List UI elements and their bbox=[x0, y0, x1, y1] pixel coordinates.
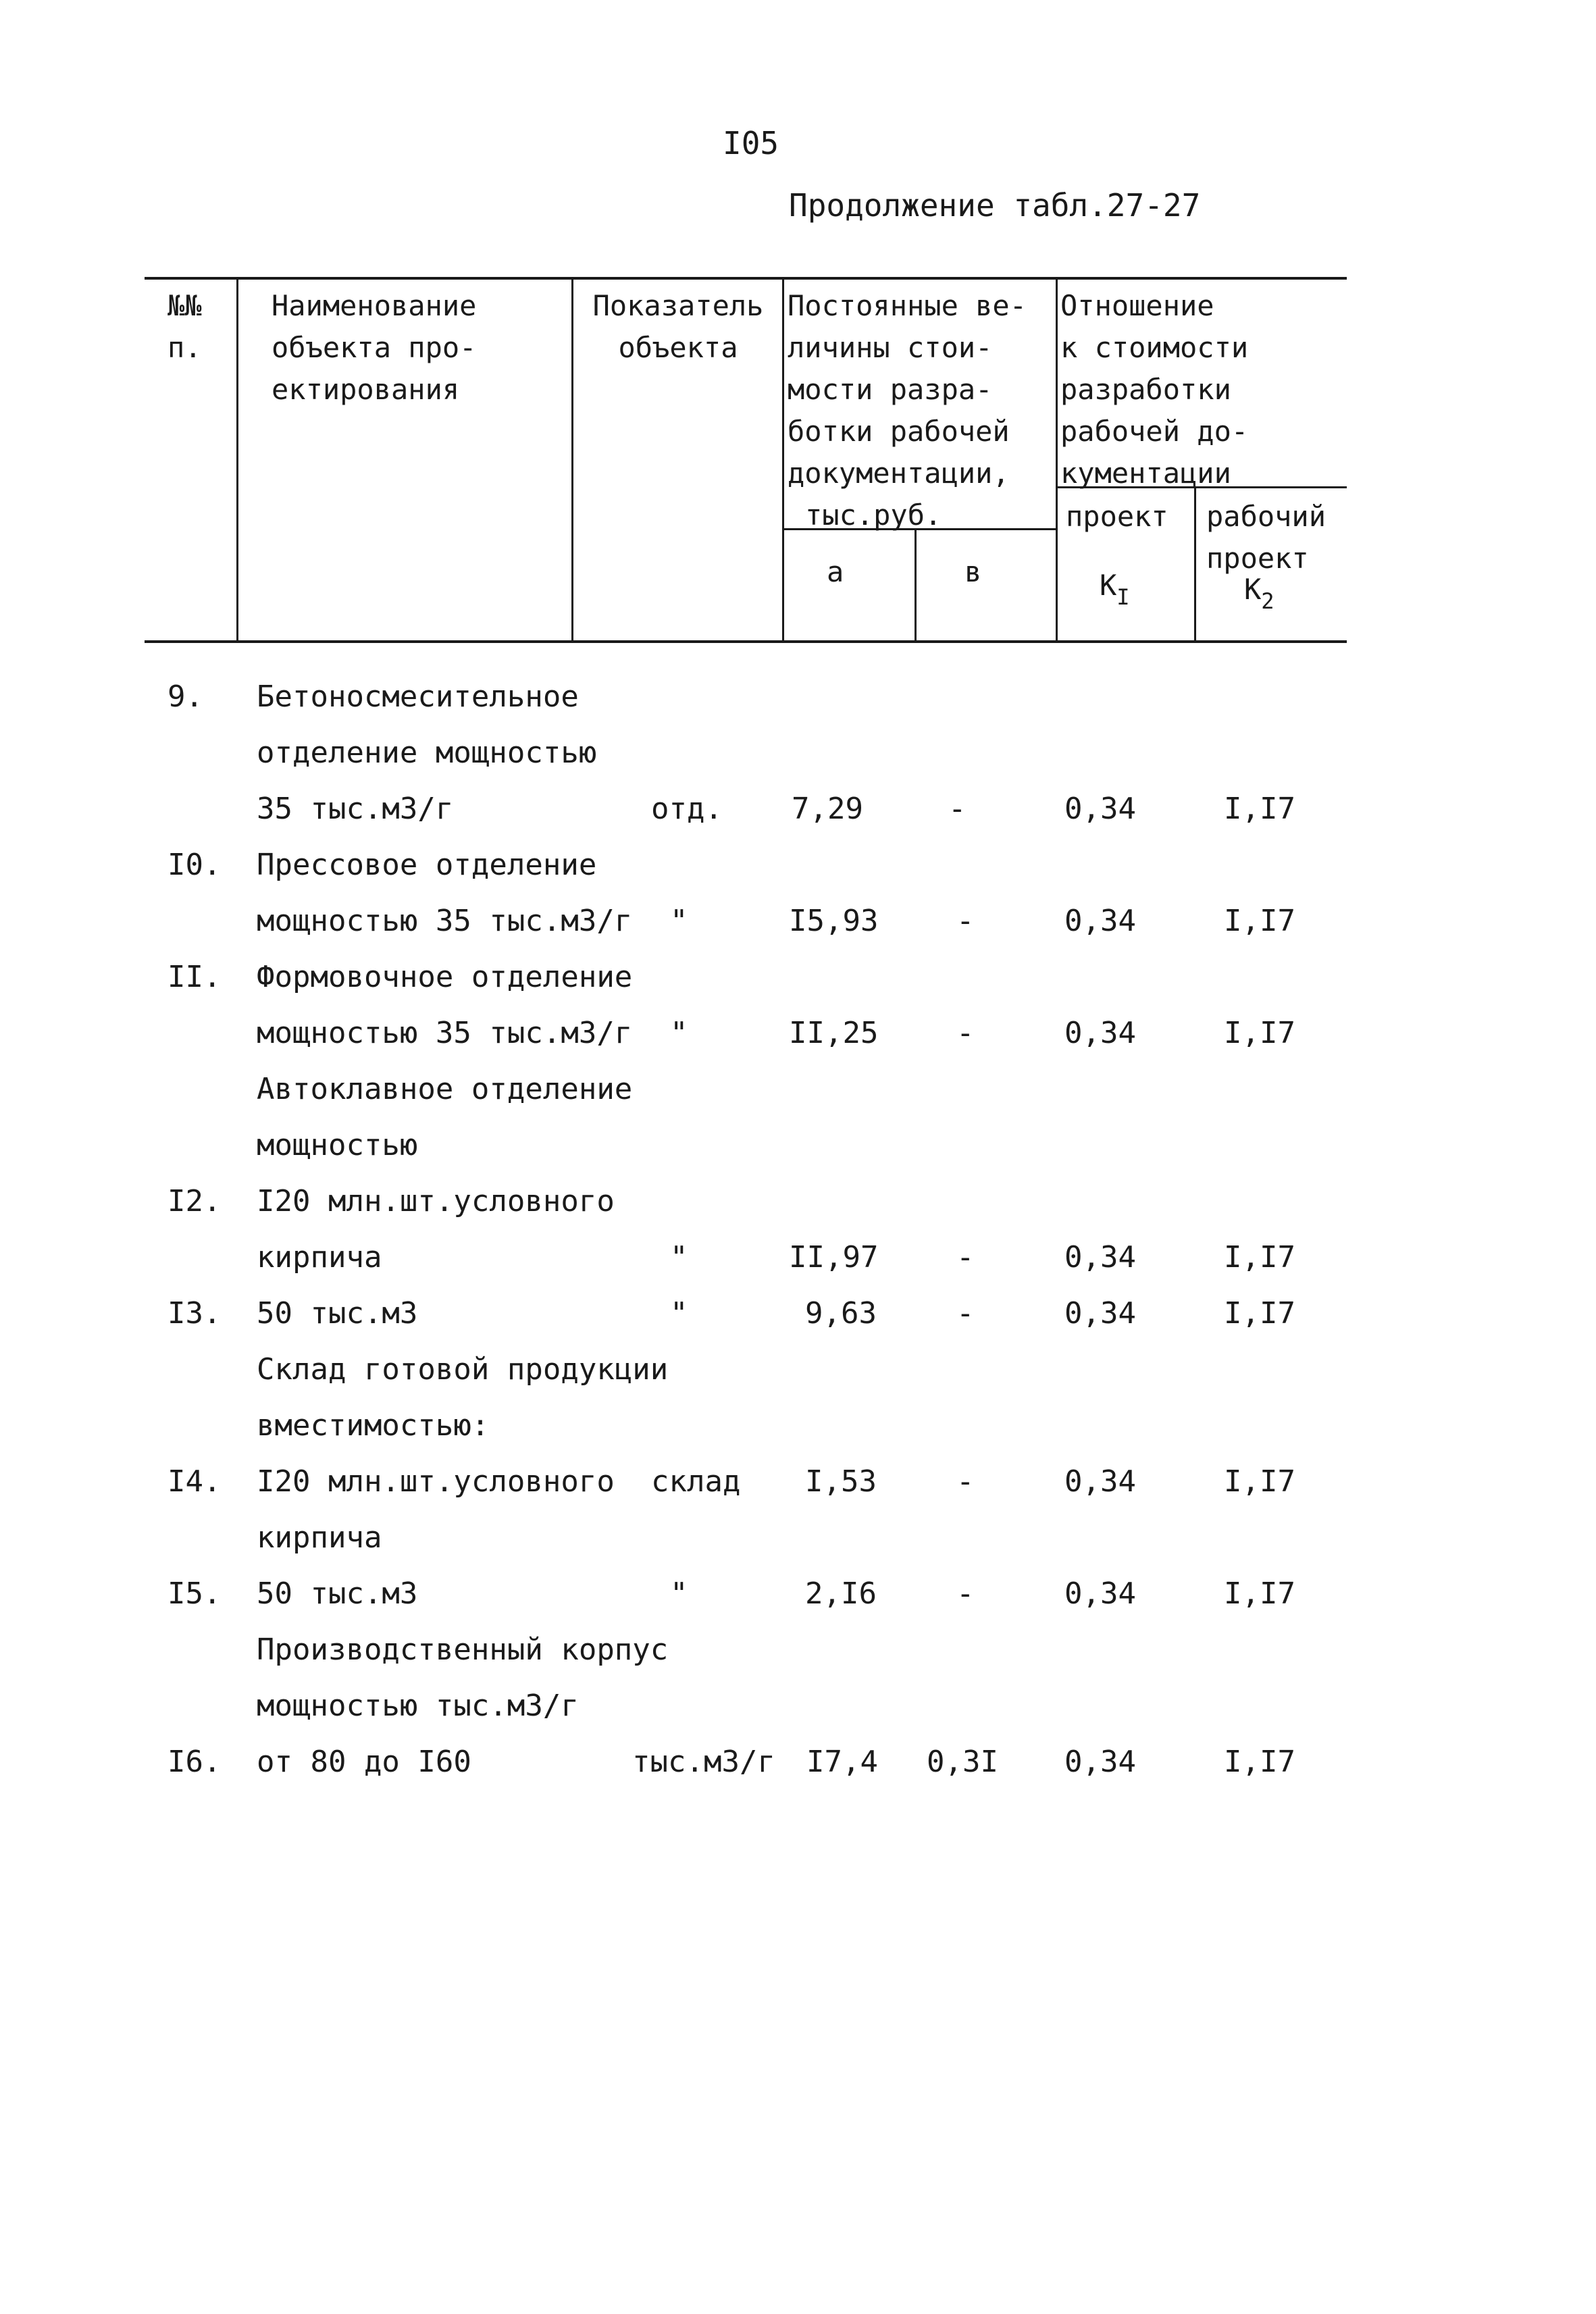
row-num: I5. bbox=[168, 1576, 222, 1611]
row-k2: I,I7 bbox=[1224, 792, 1295, 826]
row-name: мощностью 35 тыс.м3/г bbox=[257, 1016, 633, 1050]
row-name: I20 млн.шт.условного bbox=[257, 1464, 615, 1499]
row-k2: I,I7 bbox=[1224, 1745, 1295, 1779]
col-rule-2 bbox=[571, 277, 573, 642]
col-rule-5 bbox=[1056, 277, 1058, 642]
header-top-rule bbox=[145, 277, 1347, 280]
header-bottom-rule bbox=[145, 640, 1347, 643]
row-name: отделение мощностью bbox=[257, 736, 597, 770]
row-k1: 0,34 bbox=[1064, 792, 1136, 826]
header-constants: Постоянные ве- личины стои- мости разра- ботки рабочей документации, тыс.руб. bbox=[788, 289, 1027, 532]
row-k2: I,I7 bbox=[1224, 1464, 1295, 1499]
row-name: Склад готовой продукции bbox=[257, 1352, 669, 1387]
row-indicator: тыс.м3/г bbox=[632, 1745, 775, 1779]
row-value-a: 2,I6 bbox=[805, 1576, 877, 1611]
row-indicator: " bbox=[670, 1576, 688, 1611]
row-k1: 0,34 bbox=[1064, 1240, 1136, 1275]
page-number: I05 bbox=[723, 125, 779, 161]
row-value-a: 9,63 bbox=[805, 1296, 877, 1331]
row-value-b: - bbox=[956, 1240, 975, 1275]
row-indicator: склад bbox=[651, 1464, 741, 1499]
row-indicator: " bbox=[670, 1016, 688, 1050]
row-name: 50 тыс.м3 bbox=[257, 1296, 418, 1331]
header-k2: $К_2$ bbox=[1244, 573, 1275, 614]
row-name: кирпича bbox=[257, 1240, 382, 1275]
row-name: 50 тыс.м3 bbox=[257, 1576, 418, 1611]
row-value-a: 7,29 bbox=[792, 792, 863, 826]
row-name: I20 млн.шт.условного bbox=[257, 1184, 615, 1218]
row-num: I6. bbox=[168, 1745, 222, 1779]
row-k1: 0,34 bbox=[1064, 904, 1136, 938]
header-num: №№ п. bbox=[168, 289, 202, 364]
row-name: вместимостью: bbox=[257, 1408, 490, 1443]
row-k2: I,I7 bbox=[1224, 1576, 1295, 1611]
header-project: проект bbox=[1066, 500, 1168, 533]
row-num: I4. bbox=[168, 1464, 222, 1499]
row-value-b: - bbox=[956, 904, 975, 938]
row-name: кирпича bbox=[257, 1520, 382, 1555]
row-k1: 0,34 bbox=[1064, 1745, 1136, 1779]
row-k2: I,I7 bbox=[1224, 904, 1295, 938]
row-indicator: " bbox=[670, 1296, 688, 1331]
row-name: Производственный корпус bbox=[257, 1632, 669, 1667]
header-col-b: в bbox=[964, 555, 982, 588]
header-col-a: а bbox=[827, 555, 844, 588]
row-indicator: отд. bbox=[651, 792, 723, 826]
col-rule-6 bbox=[1194, 488, 1196, 642]
row-value-b: - bbox=[956, 1016, 975, 1050]
row-name: Автоклавное отделение bbox=[257, 1072, 633, 1106]
row-value-b: - bbox=[956, 1464, 975, 1499]
row-value-a: II,25 bbox=[789, 1016, 879, 1050]
row-value-a: I5,93 bbox=[789, 904, 879, 938]
row-value-b: 0,3I bbox=[927, 1745, 998, 1779]
col-rule-4 bbox=[915, 530, 917, 642]
row-k2: I,I7 bbox=[1224, 1016, 1295, 1050]
row-num: II. bbox=[168, 960, 222, 994]
header-k1: $К_I$ bbox=[1100, 569, 1130, 610]
header-ratio: Отношение к стоимости разработки рабочей до- кументации bbox=[1060, 289, 1249, 490]
row-value-a: I,53 bbox=[805, 1464, 877, 1499]
row-value-b: - bbox=[956, 1576, 975, 1611]
row-name: мощностью 35 тыс.м3/г bbox=[257, 904, 633, 938]
row-k1: 0,34 bbox=[1064, 1576, 1136, 1611]
row-value-a: II,97 bbox=[789, 1240, 879, 1275]
row-num: 9. bbox=[168, 679, 203, 714]
row-name: Формовочное отделение bbox=[257, 960, 633, 994]
row-name: мощностью тыс.м3/г bbox=[257, 1689, 579, 1723]
col-rule-1 bbox=[236, 277, 238, 642]
row-num: I0. bbox=[168, 848, 222, 882]
row-name: Прессовое отделение bbox=[257, 848, 597, 882]
row-num: I2. bbox=[168, 1184, 222, 1218]
row-k2: I,I7 bbox=[1224, 1240, 1295, 1275]
col-rule-3 bbox=[782, 277, 784, 642]
row-num: I3. bbox=[168, 1296, 222, 1331]
row-indicator: " bbox=[670, 1240, 688, 1275]
row-value-b: - bbox=[948, 792, 967, 826]
row-indicator: " bbox=[670, 904, 688, 938]
row-k2: I,I7 bbox=[1224, 1296, 1295, 1331]
header-working-project: рабочий проект bbox=[1206, 500, 1327, 575]
row-k1: 0,34 bbox=[1064, 1016, 1136, 1050]
row-name: Бетоносмесительное bbox=[257, 679, 579, 714]
row-value-b: - bbox=[956, 1296, 975, 1331]
table-caption: Продолжение табл.27-27 bbox=[789, 187, 1201, 224]
row-name: 35 тыс.м3/г bbox=[257, 792, 454, 826]
row-k1: 0,34 bbox=[1064, 1296, 1136, 1331]
header-name: Наименование объекта про- ектирования bbox=[272, 289, 477, 406]
header-indicator: Показатель объекта bbox=[592, 289, 764, 364]
row-value-a: I7,4 bbox=[806, 1745, 878, 1779]
row-k1: 0,34 bbox=[1064, 1464, 1136, 1499]
row-name: мощностью bbox=[257, 1128, 418, 1162]
row-name: от 80 до I60 bbox=[257, 1745, 471, 1779]
